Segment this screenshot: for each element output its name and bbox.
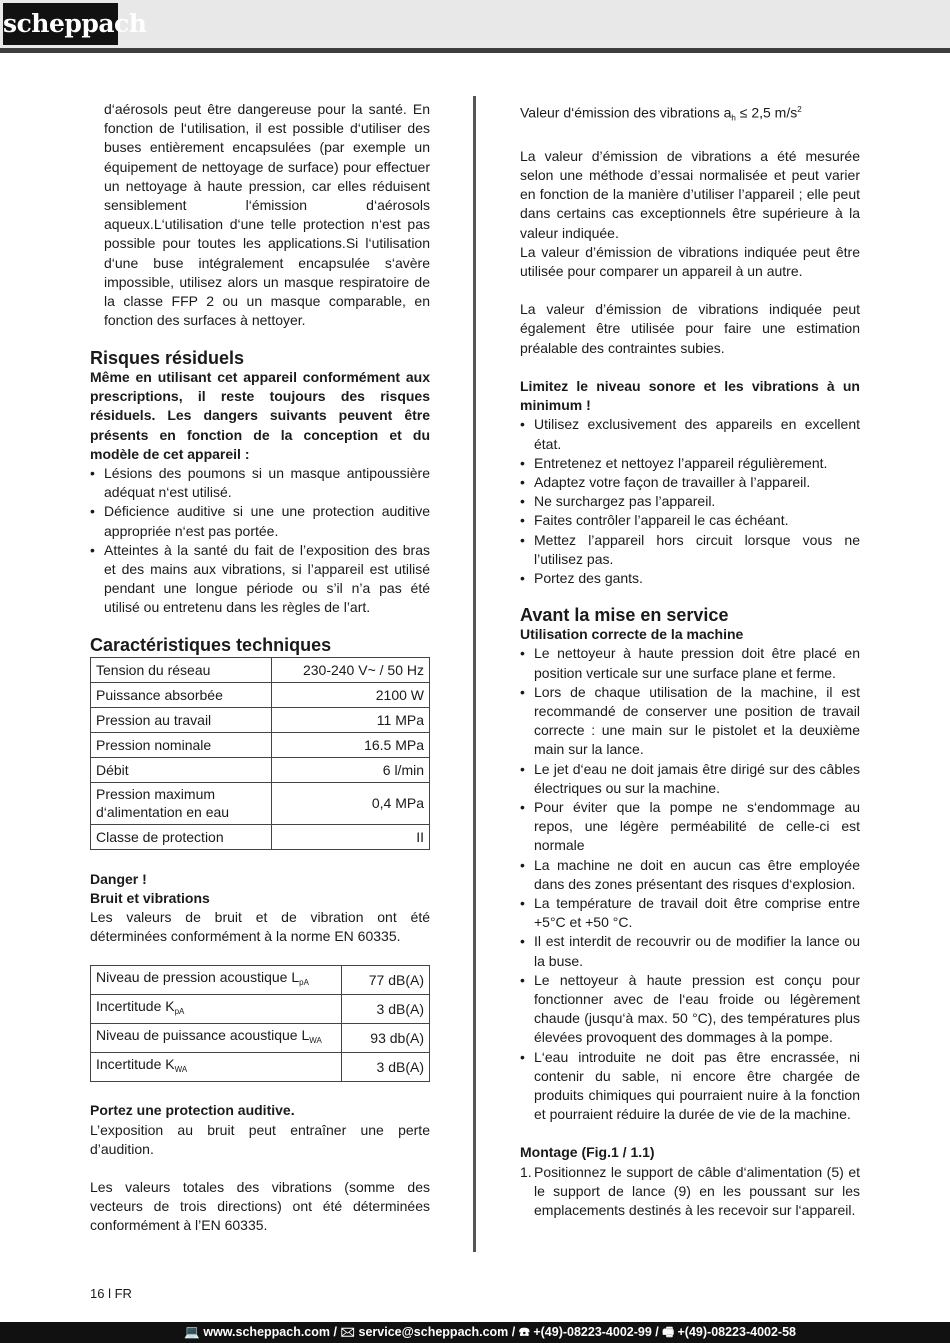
contact-footer	[0, 1322, 950, 1343]
noise-value: 77 dB(A)	[342, 966, 430, 995]
list-item: • L‘eau introduite ne doit pas être encrassée, ni contenir du sable, ni encore être chargée de produits chimiques qui pourraient nuire à la fonction et pourraient réduire la durée de vie de la machine.	[520, 1048, 860, 1125]
table-row	[91, 995, 430, 1024]
residual-risks-intro: Même en utilisant cet appareil conformément aux prescriptions, il reste toujours des risques résiduels. Les dangers suivants peuvent être présents en fonction de la conception et du modèle de cet appareil :	[90, 369, 430, 462]
tech-specs-heading: Caractéristiques techniques	[90, 634, 332, 655]
spec-value: 230-240 V~ / 50 Hz	[272, 657, 430, 682]
list-item: • La machine ne doit en aucun cas être employée dans des zones présentant des risques d‘explosion.	[520, 856, 860, 894]
spec-value: 6 l/min	[272, 757, 430, 782]
vibration-total-text: Les valeurs totales des vibrations (somme des vecteurs de trois directions) ont été déterminées conformément à l’EN 60335.	[90, 1179, 430, 1234]
spec-label: Tension du réseau	[91, 657, 272, 682]
list-item: • Il est interdit de recouvrir ou de modifier la lance ou la buse.	[520, 932, 860, 970]
list-item: • Utilisez exclusivement des appareils en excellent état.	[520, 415, 860, 453]
list-item: • Lors de chaque utilisation de la machine, il est recommandé de conserver une position de travail correcte : une main sur le pistolet et la deuxième main sur la lance.	[520, 683, 860, 760]
spec-value: II	[272, 824, 430, 849]
table-row	[91, 966, 430, 995]
aerosol-paragraph: d‘aérosols peut être dangereuse pour la santé. En fonction de l‘utilisation, il est possible d‘utiliser des buses entièrement encapsulées (par exemple un équipement de nettoyage de surface) pour effectuer un nettoyage à haute pression, car elles réduisent sensiblement l‘émission d‘aérosols aqueux.L‘utilisation d‘une telle protection n‘est pas possible pour toutes les applications.Si l‘utilisation d‘une buse intégralement encapsulée s‘avère impossible, utilisez alors un masque respiratoire de la classe FFP 2 ou un masque comparable, en fonction des surfaces à nettoyer.	[104, 101, 430, 329]
assembly-heading: Montage (Fig.1 / 1.1)	[520, 1144, 655, 1161]
spec-label: Classe de protection	[91, 824, 272, 849]
table-row	[91, 1024, 430, 1053]
table-row	[91, 682, 430, 707]
list-item: 1. Positionnez le support de câble d‘alimentation (5) et le support de lance (9) en les poussant sur les emplacements destinés à les recevoir sur l‘appareil.	[520, 1163, 860, 1219]
list-item: • Atteintes à la santé du fait de l’exposition des bras et des mains aux vibrations, si l’appareil est utilisé pendant une longue période ou s’il n’a pas été utilisé ou entretenu dans les règles de l’art.	[90, 541, 430, 618]
vibration-value-line: Valeur d‘émission des vibrations $a_h \le 2,5$ $m/s^2$	[520, 104, 802, 123]
vibration-paragraph-1: La valeur d’émission de vibrations a été mesurée selon une méthode d’essai normalisée et peut varier en fonction de la manière d’utiliser l’appareil ; elle peut dans certains cas exceptionnels être supérieure à la valeur indiquée.	[520, 147, 860, 241]
column-divider	[473, 96, 476, 1252]
spec-label: Puissance absorbée	[91, 682, 272, 707]
list-item: • Mettez l’appareil hors circuit lorsque vous ne l’utilisez pas.	[520, 531, 860, 569]
list-item: • Ne surchargez pas l’appareil.	[520, 492, 860, 511]
spec-label: Pression maximum d‘alimentation en eau	[91, 782, 272, 824]
limit-noise-heading: Limitez le niveau sonore et les vibrations à un minimum !	[520, 377, 860, 414]
spec-label: Pression au travail	[91, 707, 272, 732]
spec-value: 0,4 MPa	[272, 782, 430, 824]
table-row	[91, 657, 430, 682]
noise-value: 3 dB(A)	[342, 995, 430, 1024]
before-use-heading: Avant la mise en service	[520, 605, 729, 626]
residual-risks-heading: Risques résiduels	[90, 348, 245, 368]
vibration-paragraph-3: La valeur d’émission de vibrations indiquée peut également être utilisée pour faire une estimation préalable des contraintes subies.	[520, 301, 860, 356]
scheppach-logo: scheppach	[3, 3, 118, 45]
noise-value: 93 db(A)	[342, 1024, 430, 1053]
hearing-protection-heading: Portez une protection auditive.	[90, 1102, 295, 1119]
left-column	[90, 100, 430, 1236]
noise-table	[90, 965, 430, 1082]
right-column	[520, 100, 860, 1220]
spec-value: 2100 W	[272, 682, 430, 707]
list-item: • Portez des gants.	[520, 569, 860, 588]
list-item: • Déficience auditive si une une protection auditive appropriée n‘est pas portée.	[90, 502, 430, 540]
header-divider	[0, 48, 950, 53]
list-item: • Le nettoyeur à haute pression est conçu pour fonctionner avec de l‘eau froide ou légèrement chaude (jusqu‘à max. 50 °C), des températures plus élevées provoquent des dommages à la pompe.	[520, 971, 860, 1048]
tech-specs-table	[90, 657, 430, 850]
contact-text: 💻 www.scheppach.com / 🖂 service@scheppach.com / ☎ +(49)-08223-4002-99 / 🖷 +(49)-08223-4002-58	[184, 1325, 796, 1339]
correct-usage-list	[520, 644, 860, 1124]
spec-label: Pression nominale	[91, 732, 272, 757]
step-number: 1.	[520, 1163, 532, 1180]
table-row	[91, 824, 430, 849]
spec-label: Débit	[91, 757, 272, 782]
danger-label: Danger !	[90, 870, 147, 887]
hearing-protection-text: L’exposition au bruit peut entraîner une perte d’audition.	[90, 1121, 430, 1157]
noise-label: Incertitude $K_{WA}$	[91, 1053, 342, 1082]
list-item: • Entretenez et nettoyez l’appareil régulièrement.	[520, 454, 860, 473]
noise-value: 3 dB(A)	[342, 1053, 430, 1082]
list-item: • Adaptez votre façon de travailler à l’appareil.	[520, 473, 860, 492]
list-item: • La température de travail doit être comprise entre +5°C et +50 °C.	[520, 894, 860, 932]
vibration-paragraph-2: La valeur d’émission de vibrations indiquée peut être utilisée pour comparer un appareil à un autre.	[520, 243, 860, 280]
list-item: • Faites contrôler l’appareil le cas échéant.	[520, 511, 860, 530]
noise-intro: Les valeurs de bruit et de vibration ont été déterminées conformément à la norme EN 60335.	[90, 909, 430, 945]
spec-value: 16.5 MPa	[272, 732, 430, 757]
page-header	[0, 0, 950, 48]
noise-label: Incertitude $K_{pA}$	[91, 995, 342, 1024]
assembly-steps	[520, 1163, 860, 1221]
limit-noise-list	[520, 415, 860, 588]
page-number: 16 l FR	[90, 1286, 132, 1301]
spec-value: 11 MPa	[272, 707, 430, 732]
noise-label: Niveau de puissance acoustique $L_{WA}$	[91, 1024, 342, 1053]
table-row	[91, 757, 430, 782]
list-item: • Lésions des poumons si un masque antipoussière adéquat n‘est utilisé.	[90, 464, 430, 502]
noise-vibration-heading: Bruit et vibrations	[90, 889, 210, 906]
correct-usage-heading: Utilisation correcte de la machine	[520, 626, 744, 643]
list-item: • Pour éviter que la pompe ne s‘endommage au repos, une légère perméabilité de celle-ci est normale	[520, 798, 860, 856]
residual-risks-list	[90, 464, 430, 618]
list-item: • Le nettoyeur à haute pression doit être placé en position verticale sur une surface plane et ferme.	[520, 644, 860, 682]
list-item: • Le jet d‘eau ne doit jamais être dirigé sur des câbles électriques ou sur la machine.	[520, 760, 860, 798]
table-row	[91, 782, 430, 824]
table-row	[91, 707, 430, 732]
noise-label: Niveau de pression acoustique $L_{pA}$	[91, 966, 342, 995]
table-row	[91, 1053, 430, 1082]
table-row	[91, 732, 430, 757]
